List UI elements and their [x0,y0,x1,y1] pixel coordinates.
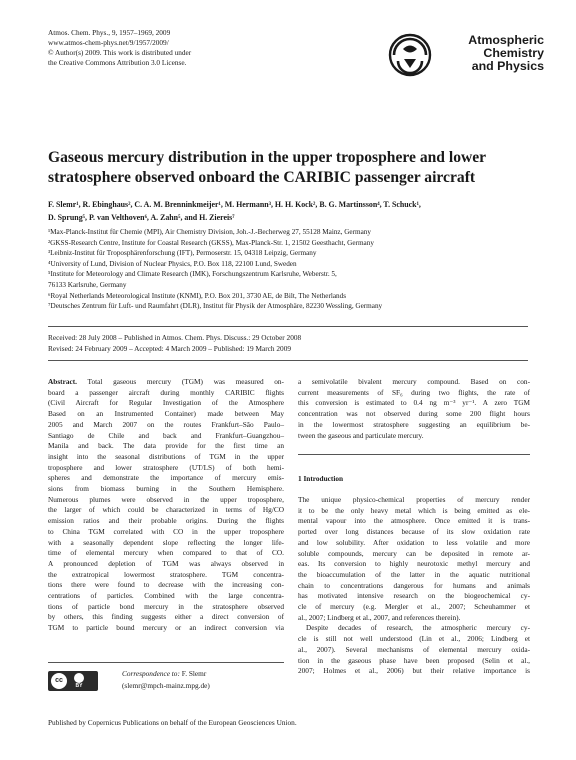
affiliation: ³Leibniz-Institut für Troposphärenforschung (IFT), Permoserstr. 15, 04318 Leipzig, Germany [48,249,317,258]
affiliation-list [48,227,548,312]
license-line: the Creative Commons Attribution 3.0 License. [48,58,187,67]
intro-line: soluble compounds, mercury can be deposited in remote ar- [298,548,530,558]
section-heading: 1 Introduction [298,473,344,483]
authors-line: F. Slemr¹, R. Ebinghaus², C. A. M. Brenninkmeijer¹, M. Hermann³, H. H. Kock², B. G. Martinsson⁴, T. Schuck¹, [48,200,421,209]
egu-logo-icon [384,32,436,78]
divider [48,326,528,327]
correspondence-name: F. Slemr [181,669,207,678]
intro-line: tion in the gaseous phase have been proposed (Selin et al., [298,655,530,665]
abstract [48,377,284,634]
abstract-line: Based on an Instrumented Container) made between May [48,409,284,419]
affiliation: ⁷Deutsches Zentrum für Luft- und Raumfahrt (DLR), Institut für Physik der Atmosphäre, 82230 Wessling, Germany [48,302,383,311]
affiliation: ¹Max-Planck-Institut für Chemie (MPI), Air Chemistry Division, Joh.-J.-Becherweg 27, 55128 Mainz, Germany [48,228,371,236]
abstract-line: centrations of particles. Combined with the large concentra- [48,591,284,601]
journal-name [468,34,544,73]
intro-line: The unique physico-chemical properties of mercury render [298,494,530,504]
abstract-line: TGM to particle bound mercury or an indirect conversion via [48,623,284,633]
abstract-line [48,377,284,388]
affiliation: ²GKSS-Research Centre, Institute for Coastal Research (GKSS), Max-Planck-Str. 1, 21502 Geesthacht, Germany [48,238,374,247]
intro-line: the bioaccumulation of the latter in the aquatic nutritional [298,569,530,579]
intro-line: mental vapour into the atmosphere. Once emitted it is trans- [298,516,530,526]
journal-name-line: Chemistry [483,46,544,60]
abstract-line: concentration was not observed during some 200 flight hours [298,409,530,419]
correspondence-email[interactable]: (slemr@mpch-mainz.mpg.de) [122,680,210,690]
abstract-line: emission ratios and their probable origins. During the flights [48,516,284,526]
abstract-line: tween the gaseous and particulate mercury. [298,430,424,440]
abstract-line: the extratropical lowermost stratosphere. TGM concentra- [48,569,284,579]
divider [48,360,528,361]
abstract-label: Abstract. [48,377,77,386]
intro-line: chain to concentrations dangerous for humans and animals [298,580,530,590]
journal-name-line: Atmospheric [468,33,544,47]
person-icon [74,673,84,683]
title-line: stratosphere observed onboard the CARIBIC passenger aircraft [48,169,476,186]
right-column [298,377,530,677]
divider [48,662,284,663]
copyright-line: © Author(s) 2009. This work is distributed under [48,48,192,57]
citation-line: Atmos. Chem. Phys., 9, 1957–1969, 2009 [48,28,171,37]
intro-line: eas. Its conversion to highly neurotoxic methyl mercury and [298,559,530,569]
divider [298,454,530,455]
correspondence-label: Correspondence to: [122,669,180,678]
abstract-line: tions there were found to decrease with the increasing con- [48,580,284,590]
abstract-line: A pronounced depletion of TGM was always observed in [48,558,284,568]
abstract-line: spheres and demonstrate the importance of mercury emis- [48,473,284,483]
abstract-line: current measurements of SF₆ during two flights, the rate of [298,387,530,397]
abstract-line: to China TGM correlated with CO in the upper troposphere [48,526,284,536]
abstract-line: this conversion is estimated to 0.4 ng m⁻³ yr⁻¹. A zero TGM [298,398,530,408]
abstract-line: insight into the seasonal distributions of TGM in the upper [48,451,284,461]
citation-block [48,28,191,68]
abstract-line: time of elemental mercury when compared to that of CO. [48,548,284,558]
by-label: BY [75,683,83,689]
abstract-line: troposphere and lower stratosphere (UT/LS) of both hemi- [48,462,284,472]
journal-logo [384,28,544,84]
abstract-line: sions from biomass burning in the Southern Hemisphere. [48,484,284,494]
abstract-line: Numerous plumes were observed in the upper troposphere, [48,494,284,504]
publication-dates [48,333,301,355]
correspondence-block [48,668,284,700]
abstract-line: a semivolatile bivalent mercury compound. Based on con- [298,377,530,386]
cc-license-badge[interactable] [48,671,98,691]
title-line: Gaseous mercury distribution in the upper troposphere and lower [48,149,487,166]
intro-line: 2007; Holmes et al., 2006) but their relative importance is [298,666,530,676]
publisher-footer: Published by Copernicus Publications on behalf of the European Geosciences Union. [48,718,297,727]
abstract-line: the larger of which could be characterized in terms of Hg/CO [48,505,284,515]
affiliation: 76133 Karlsruhe, Germany [48,280,127,289]
intro-line: it to be the only heavy metal which is being emitted as ele- [298,505,530,515]
cc-icon: cc [51,673,67,689]
affiliation: ⁴University of Lund, Division of Nuclear Physics, P.O. Box 118, 22100 Lund, Sweden [48,259,297,268]
intro-line: ported over long distances because of its slow oxidation rate [298,527,530,537]
affiliation: ⁶Royal Netherlands Meteorological Institute (KNMI), P.O. Box 201, 3730 AE, de Bilt, The Netherlands [48,291,347,300]
paper-title [48,148,538,188]
affiliation: ⁵Institute for Meteorology and Climate Research (IMK), Forschungszentrum Karlsruhe, Weberstr. 5, [48,270,337,279]
journal-name-line: and Physics [471,59,544,73]
intro-line: al., 2007; Lindberg et al., 2007, and references therein). [298,612,461,622]
intro-line: Despite decades of research, the atmospheric mercury cy- [306,623,530,633]
intro-line: cle of mercury (e.g. Mergler et al., 2007; Scheuhammer et [298,602,530,612]
article-url[interactable]: www.atmos-chem-phys.net/9/1957/2009/ [48,38,169,47]
abstract-line: tions of particle bond mercury in the stratosphere observed [48,601,284,611]
abstract-text: Total gaseous mercury (TGM) was measured on- [87,377,284,386]
correspondence [122,668,210,691]
abstract-line: with a seasonally dependent slope reflecting the longer life- [48,537,284,547]
intro-line: al., 2007). Several mechanisms of elemental mercury oxida- [298,644,530,654]
abstract-line: by others, this finding suggests either a direct conversion of [48,612,284,622]
abstract-line: Santiago de Chile and back and Frankfurt–Guangzhou– [48,430,284,440]
abstract-line: board a passenger aircraft during monthly CARIBIC flights [48,387,284,397]
abstract-line: 2005 and March 2007 on the routes Frankfurt–São Paulo– [48,419,284,429]
revised-line: Revised: 24 February 2009 – Accepted: 4 March 2009 – Published: 19 March 2009 [48,343,291,353]
abstract-line: (Civil Aircraft for Regular Investigation of the Atmosphere [48,398,284,408]
authors-line: D. Sprung⁵, P. van Velthoven⁶, A. Zahn⁵, and H. Ziereis⁷ [48,212,235,222]
intro-line: has motivated intensive research on the biogeochemical cy- [298,591,530,601]
abstract-line: in the lowermost stratosphere suggesting an equilibrium be- [298,419,530,429]
abstract-line: Manila and back. The data provide for the first time an [48,441,284,451]
author-list [48,199,538,224]
intro-line: and low solubility. After oxidation to less volatile and more [298,537,530,547]
intro-line: cle is still not well understood (Lin et al., 2006; Lindberg et [298,634,530,644]
received-line: Received: 28 July 2008 – Published in Atmos. Chem. Phys. Discuss.: 29 October 2008 [48,333,302,342]
